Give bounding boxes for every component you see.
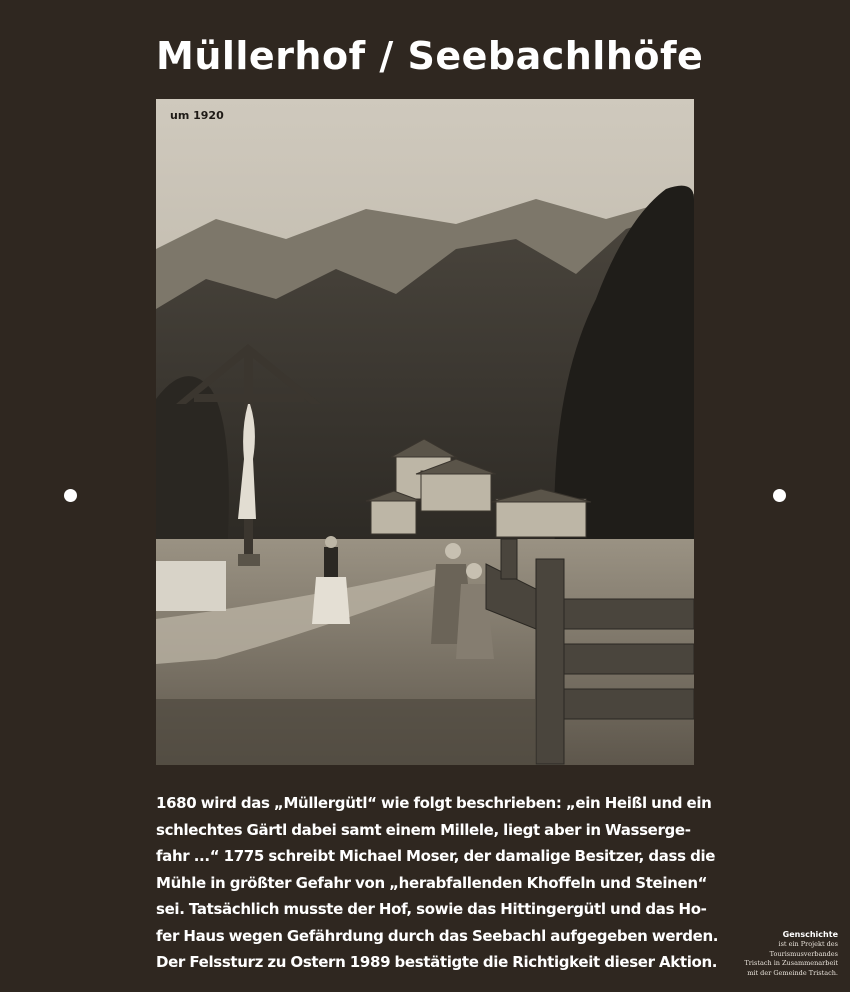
history-text-line: 1680 wird das „Müllergütl“ wie folgt beschrieben: „ein Heißl und ein: [156, 794, 712, 812]
photo-illustration: [156, 99, 694, 765]
credit-title: Genschichte: [782, 930, 838, 939]
credit-line: ist ein Projekt des: [778, 940, 838, 948]
history-text-line: sei. Tatsächlich musste der Hof, sowie das Hittingergütl und das Ho-: [156, 900, 707, 918]
history-text-line: Mühle in größter Gefahr von „herabfallenden Khoffeln und Steinen“: [156, 873, 708, 892]
photo-white-cloth: [156, 561, 226, 611]
history-text-line: fahr ...“ 1775 schreibt Michael Moser, der damalige Besitzer, dass die: [156, 847, 716, 865]
credit-line: Tourismusverbandes: [769, 949, 838, 958]
historic-photo: [156, 99, 694, 765]
project-credit: [728, 929, 838, 978]
page-title: Müllerhof / Seebachlhöfe: [156, 34, 704, 78]
credit-line: mit der Gemeinde Tristach.: [747, 968, 838, 977]
mounting-hole-left: [64, 489, 77, 502]
photo-caption: um 1920: [170, 109, 224, 122]
mounting-hole-right: [773, 489, 786, 502]
history-text-line: schlechtes Gärtl dabei samt einem Millele, liegt aber in Wasserge-: [156, 820, 691, 839]
history-text-line: fer Haus wegen Gefährdung durch das Seebachl aufgegeben werden.: [156, 926, 719, 945]
history-text-line: Der Felssturz zu Ostern 1989 bestätigte die Richtigkeit dieser Aktion.: [156, 953, 718, 971]
history-text: [156, 790, 719, 976]
photo-grass-foreground: [156, 699, 536, 765]
credit-line: Tristach in Zusammenarbeit: [744, 959, 838, 967]
